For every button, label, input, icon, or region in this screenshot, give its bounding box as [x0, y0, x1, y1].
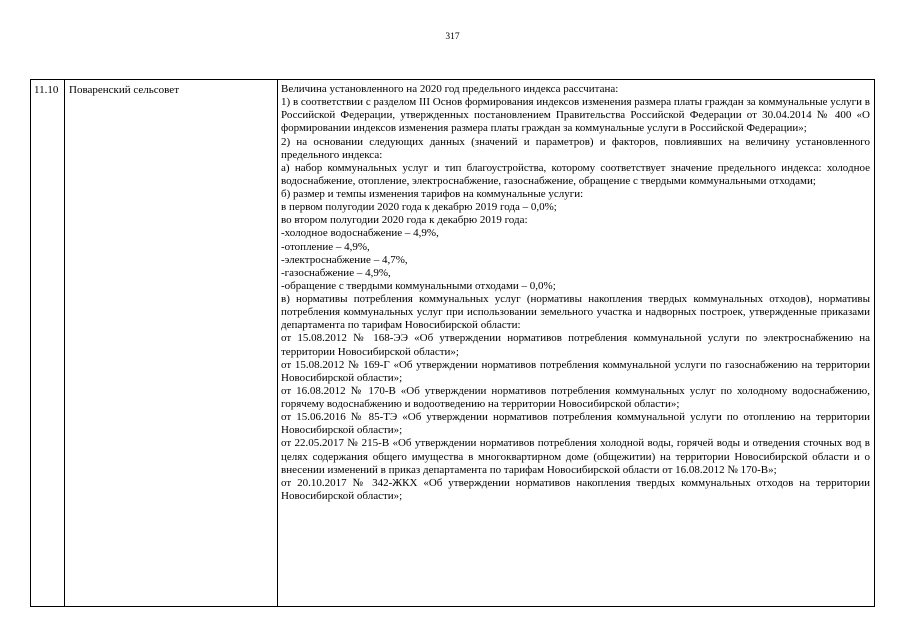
- paragraph-item-1: 1) в соответствии с разделом III Основ формирования индексов изменения размера платы граждан за коммунальные услуги в Российской Федерации, утвержденных постановлением Правительства Российской Федерации от 30.04.2014 № 400 «О формировании индексов изменения размера платы граждан за коммунальные услуги в Российской Федерации»;: [281, 96, 870, 135]
- paragraph-second-half: во втором полугодии 2020 года к декабрю 2019 года:: [281, 214, 528, 227]
- order-215-v: от 22.05.2017 № 215-В «Об утверждении нормативов потребления холодной воды, горячей воды и отведения сточных вод в целях содержания общего имущества в многоквартирном доме (общежитии) на территории Новосибирской области и о внесении изменений в приказ департамента по тарифам Новосибирской области от 16.08.2012 № 170-В»;: [281, 437, 870, 476]
- tariff-solid-waste: -обращение с твердыми коммунальными отходами – 0,0%;: [281, 279, 556, 292]
- tariff-gas: -газоснабжение – 4,9%,: [281, 266, 391, 279]
- tariff-cold-water: -холодное водоснабжение – 4,9%,: [281, 227, 439, 240]
- page-number: 317: [445, 32, 460, 42]
- tariff-heating: -отопление – 4,9%,: [281, 240, 370, 253]
- paragraph-intro: Величина установленного на 2020 год предельного индекса рассчитана:: [281, 83, 619, 95]
- order-168-ee: от 15.08.2012 № 168-ЭЭ «Об утверждении нормативов потребления коммунальной услуги по электроснабжению на территории Новосибирской области»;: [281, 332, 870, 358]
- paragraph-item-a: а) набор коммунальных услуг и тип благоустройства, которому соответствует значение предельного индекса: холодное водоснабжение, отопление, электроснабжение, газоснабжение, обращение с твердыми коммунальными отходами;: [281, 161, 870, 187]
- order-169-g: от 15.08.2012 № 169-Г «Об утверждении нормативов потребления коммунальной услуги по газоснабжению на территории Новосибирской области»;: [281, 358, 870, 384]
- paragraph-item-v: в) нормативы потребления коммунальных услуг (нормативы накопления твердых коммунальных отходов), нормативы потребления коммунальных услуг при использовании земельного участка и надворных построек, утвержденные приказами департамента по тарифам Новосибирской области:: [281, 293, 870, 332]
- municipality-name-cell: Поваренский сельсовет: [65, 80, 278, 606]
- tariff-electricity: -электроснабжение – 4,7%,: [281, 253, 408, 266]
- document-table: [30, 79, 875, 607]
- paragraph-item-b: б) размер и темпы изменения тарифов на коммунальные услуги:: [281, 188, 584, 200]
- paragraph-first-half: в первом полугодии 2020 года к декабрю 2019 года – 0,0%;: [281, 201, 557, 214]
- order-85-te: от 15.06.2016 № 85-ТЭ «Об утверждении нормативов потребления коммунальной услуги по отоплению на территории Новосибирской области»;: [281, 411, 870, 437]
- order-342-zhkh: от 20.10.2017 № 342-ЖКХ «Об утверждении нормативов накопления твердых коммунальных отходов на территории Новосибирской области»;: [281, 476, 870, 502]
- paragraph-item-2: 2) на основании следующих данных (значений и параметров) и факторов, повлиявших на величину установленного предельного индекса:: [281, 135, 870, 161]
- row-number-cell: 11.10: [31, 80, 65, 606]
- order-170-v: от 16.08.2012 № 170-В «Об утверждении нормативов потребления коммунальных услуг по холодному водоснабжению, горячему водоснабжению и водоотведению на территории Новосибирской области»;: [281, 384, 870, 410]
- index-description-cell: [278, 80, 874, 606]
